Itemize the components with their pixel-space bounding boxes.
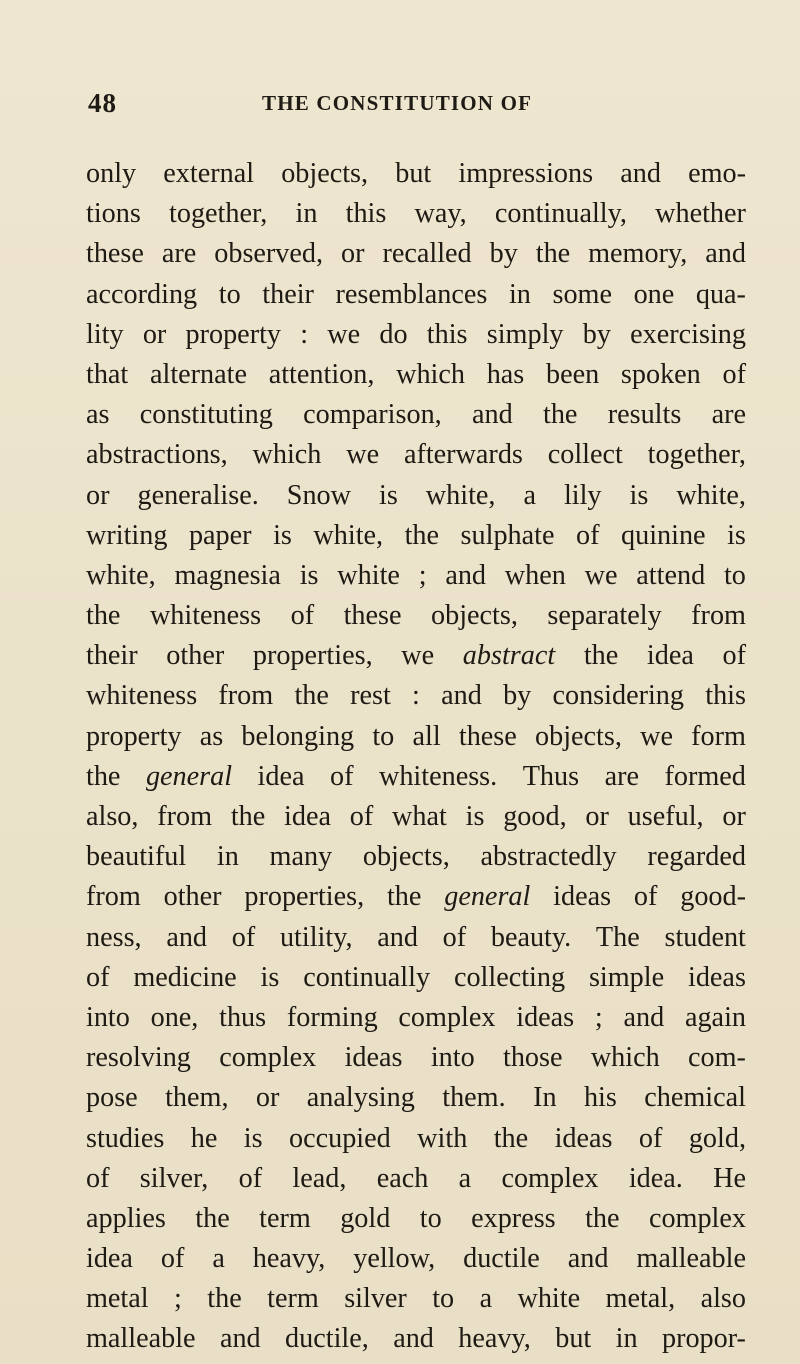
text-line: or generalise. Snow is white, a lily is white,	[86, 479, 746, 511]
text-line: malleable and ductile, and heavy, but in propor-	[86, 1323, 746, 1355]
text-line: these are observed, or recalled by the memory, and	[86, 238, 746, 270]
text-line: also, from the idea of what is good, or useful, or	[86, 801, 746, 832]
text-line: beautiful in many objects, abstractedly regarded	[86, 841, 746, 873]
text-line: idea of a heavy, yellow, ductile and malleable	[86, 1243, 746, 1275]
text-line: lity or property : we do this simply by exercising	[86, 318, 746, 350]
text-line: their other properties, we abstract the idea of	[86, 640, 746, 672]
text-line: writing paper is white, the sulphate of quinine is	[86, 519, 746, 551]
body-text	[86, 154, 746, 1360]
text-line: as constituting comparison, and the results are	[86, 399, 746, 431]
text-line: of medicine is continually collecting simple ideas	[86, 961, 746, 993]
text-line: resolving complex ideas into those which com-	[86, 1042, 746, 1074]
text-line: metal ; the term silver to a white metal, also	[86, 1283, 746, 1315]
text-line: property as belonging to all these objects, we form	[86, 720, 746, 752]
running-head	[0, 88, 800, 128]
text-line: abstractions, which we afterwards collect together,	[86, 439, 746, 471]
running-title: THE CONSTITUTION OF	[262, 91, 533, 115]
text-line: from other properties, the general ideas of good-	[86, 881, 746, 913]
text-line: whiteness from the rest : and by considering this	[86, 680, 746, 712]
page-number: 48	[88, 88, 117, 118]
text-line: ness, and of utility, and of beauty. The student	[86, 921, 746, 953]
text-line: studies he is occupied with the ideas of gold,	[86, 1122, 746, 1154]
text-line: tions together, in this way, continually, whether	[86, 198, 746, 230]
text-line: that alternate attention, which has been spoken of	[86, 358, 746, 390]
text-line: only external objects, but impressions and emo-	[86, 158, 746, 189]
text-line: the general idea of whiteness. Thus are formed	[86, 760, 746, 792]
text-line: into one, thus forming complex ideas ; and again	[86, 1001, 746, 1033]
text-line: the whiteness of these objects, separately from	[86, 600, 746, 632]
text-line: applies the term gold to express the complex	[86, 1202, 746, 1234]
text-line: white, magnesia is white ; and when we attend to	[86, 559, 746, 591]
text-line: pose them, or analysing them. In his chemical	[86, 1082, 746, 1114]
text-line: according to their resemblances in some one qua-	[86, 278, 746, 310]
text-line: of silver, of lead, each a complex idea. He	[86, 1162, 746, 1194]
